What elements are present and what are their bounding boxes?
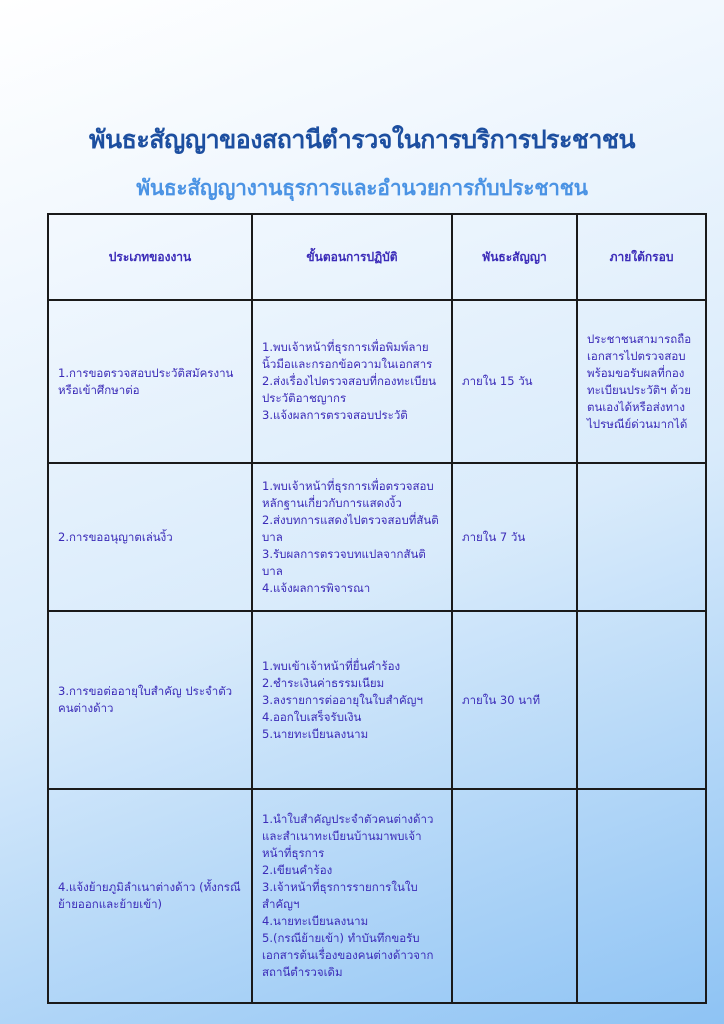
cell-commitment [452, 789, 577, 1003]
header-framework: ภายใต้กรอบ [577, 214, 706, 300]
page-title: พันธะสัญญาของสถานีตำรวจในการบริการประชาชน [89, 125, 635, 154]
cell-framework: ประชาชนสามารถถือเอกสารไปตรวจสอบพร้อมขอรับผลที่กองทะเบียนประวัติฯ ด้วยตนเองได้หรือส่งทางไปรษณีย์ด่วนมากได้ [577, 300, 706, 463]
page-subtitle: พันธะสัญญางานธุรการและอำนวยการกับประชาชน [136, 176, 588, 200]
cell-work-type: 4.แจ้งย้ายภูมิลำเนาต่างด้าว (ทั้งกรณีย้ายออกและย้ายเข้า) [48, 789, 252, 1003]
service-charter-table [47, 213, 707, 1004]
cell-work-type: 3.การขอต่ออายุใบสำคัญ ประจำตัวคนต่างด้าว [48, 611, 252, 789]
table-row [48, 789, 706, 1003]
cell-framework [577, 611, 706, 789]
cell-framework [577, 789, 706, 1003]
cell-commitment: ภายใน 30 นาที [452, 611, 577, 789]
cell-framework [577, 463, 706, 611]
cell-commitment: ภายใน 15 วัน [452, 300, 577, 463]
cell-work-type: 1.การขอตรวจสอบประวัติสมัครงานหรือเข้าศึกษาต่อ [48, 300, 252, 463]
cell-procedure: 1.พบเจ้าหน้าที่ธุรการเพื่อพิมพ์ลายนิ้วมือและกรอกข้อความในเอกสาร 2.ส่งเรื่องไปตรวจสอบที่กองทะเบียนประวัติอาชญากร 3.แจ้งผลการตรวจสอบประวัติ [252, 300, 452, 463]
table-row [48, 611, 706, 789]
header-work-type: ประเภทของงาน [48, 214, 252, 300]
cell-procedure: 1.นำใบสำคัญประจำตัวคนต่างด้าวและสำเนาทะเบียนบ้านมาพบเจ้าหน้าที่ธุรการ 2.เขียนคำร้อง 3.เจ้าหน้าที่ธุรการรายการในใบสำคัญฯ 4.นายทะเบียนลงนาม 5.(กรณีย้ายเข้า) ทำบันทึกขอรับเอกสารต้นเรื่องของคนต่างด้าวจากสถานีตำรวจเดิม [252, 789, 452, 1003]
cell-procedure: 1.พบเจ้าหน้าที่ธุรการเพื่อตรวจสอบหลักฐานเกี่ยวกับการแสดงงิ้ว 2.ส่งบทการแสดงไปตรวจสอบที่สันติบาล 3.รับผลการตรวจบทแปลจากสันติบาล 4.แจ้งผลการพิจารณา [252, 463, 452, 611]
table-header-row [48, 214, 706, 300]
table-row [48, 463, 706, 611]
header-procedure: ขั้นตอนการปฏิบัติ [252, 214, 452, 300]
table-row [48, 300, 706, 463]
cell-commitment: ภายใน 7 วัน [452, 463, 577, 611]
cell-work-type: 2.การขออนุญาตเล่นงิ้ว [48, 463, 252, 611]
cell-procedure: 1.พบเข้าเจ้าหน้าที่ยื่นคำร้อง 2.ชำระเงินค่าธรรมเนียม 3.ลงรายการต่ออายุในใบสำคัญฯ 4.ออกใบเสร็จรับเงิน 5.นายทะเบียนลงนาม [252, 611, 452, 789]
header-commitment: พันธะสัญญา [452, 214, 577, 300]
